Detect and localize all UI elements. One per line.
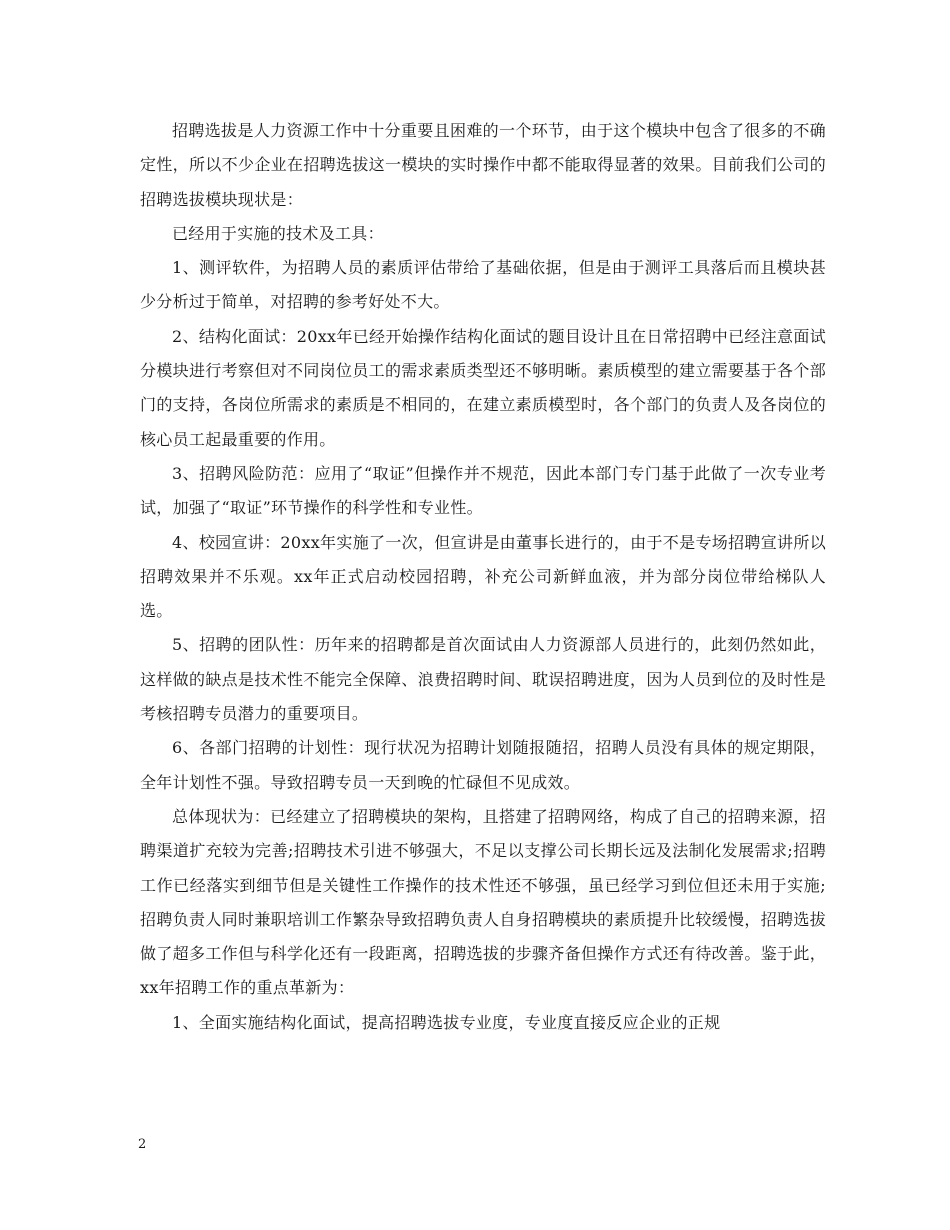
paragraph-tools-heading: 已经用于实施的技术及工具： bbox=[172, 223, 384, 243]
page-number: 2 bbox=[138, 1137, 147, 1152]
paragraph-item-5: 5、招聘的团队性：历年来的招聘都是首次面试由人力资源部人员进行的，此刻仍然如此，这样做的缺点是技术性不能完全保障、浪费招聘时间、耽误招聘进度，因为人员到位的及时性是考核招聘专员潜力的重要项目。 bbox=[140, 635, 826, 724]
paragraph-item-2: 2、结构化面试：20xx年已经开始操作结构化面试的题目设计且在日常招聘中已经注意面试分模块进行考察但对不同岗位员工的需求素质类型还不够明晰。素质模型的建立需要基于各个部门的支持，各岗位所需求的素质是不相同的，在建立素质模型时，各个部门的负责人及各岗位的核心员工起最重要的作用。 bbox=[140, 326, 826, 449]
paragraph-intro: 招聘选拔是人力资源工作中十分重要且困难的一个环节，由于这个模块中包含了很多的不确定性，所以不少企业在招聘选拔这一模块的实时操作中都不能取得显著的效果。目前我们公司的招聘选拔模块现状是： bbox=[140, 121, 826, 209]
paragraph-item-1: 1、测评软件，为招聘人员的素质评估带给了基础依据，但是由于测评工具落后而且模块甚少分析过于简单，对招聘的参考好处不大。 bbox=[140, 258, 826, 312]
paragraph-summary: 总体现状为：已经建立了招聘模块的架构，且搭建了招聘网络，构成了自己的招聘来源，招聘渠道扩充较为完善;招聘技术引进不够强大，不足以支撑公司长期长远及法制化发展需求;招聘工作已经落实到细节但是关键性工作操作的技术性还不够强，虽已经学习到位但还未用于实施;招聘负责人同时兼职培训工作繁杂导致招聘负责人自身招聘模块的素质提升比较缓慢，招聘选拔做了超多工作但与科学化还有一段距离，招聘选拔的步骤齐备但操作方式还有待改善。鉴于此，xx年招聘工作的重点革新为： bbox=[140, 806, 826, 998]
paragraph-item-4: 4、校园宣讲：20xx年实施了一次，但宣讲是由董事长进行的，由于不是专场招聘宣讲所以招聘效果并不乐观。xx年正式启动校园招聘，补充公司新鲜血液，并为部分岗位带给梯队人选。 bbox=[140, 532, 826, 621]
paragraph-item-3: 3、招聘风险防范：应用了“取证”但操作并不规范，因此本部门专门基于此做了一次专业考试，加强了“取证”环节操作的科学性和专业性。 bbox=[140, 463, 826, 518]
paragraph-item-6: 6、各部门招聘的计划性：现行状况为招聘计划随报随招，招聘人员没有具体的规定期限，全年计划性不强。导致招聘专员一天到晚的忙碌但不见成效。 bbox=[140, 738, 826, 792]
document-body bbox=[140, 114, 826, 1040]
paragraph-reform-1: 1、全面实施结构化面试，提高招聘选拔专业度，专业度直接反应企业的正规 bbox=[172, 1012, 721, 1032]
